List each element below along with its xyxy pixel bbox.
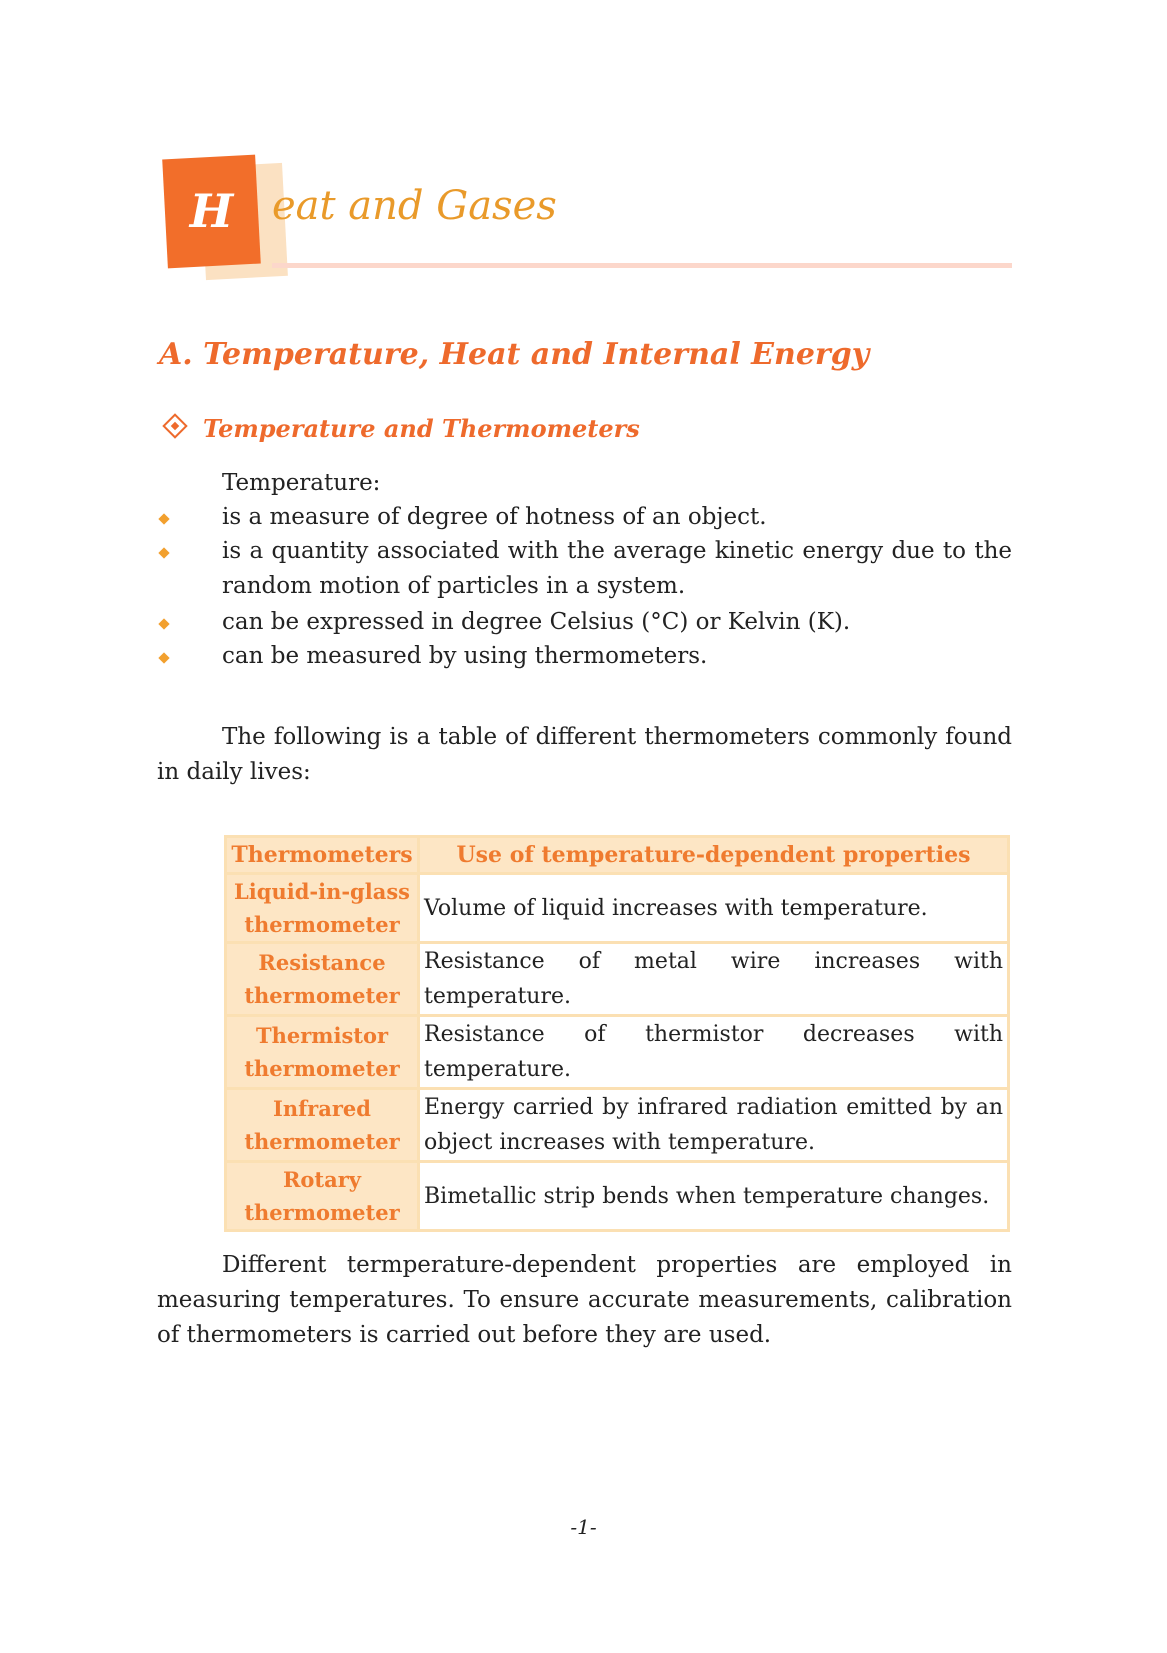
thermometer-name: Thermistor thermometer [226, 1016, 419, 1089]
thermometer-name: Rotary thermometer [226, 1162, 419, 1231]
table-row [226, 1016, 1009, 1089]
thermometer-name: Resistance thermometer [226, 943, 419, 1016]
header-use: Use of temperature-dependent properties [419, 837, 1009, 874]
bullet-icon [158, 652, 169, 663]
page-number: -1- [570, 1515, 597, 1539]
thermometer-use: Bimetallic strip bends when temperature changes. [419, 1162, 1009, 1231]
temperature-point-1: is a measure of degree of hotness of an object. [222, 504, 767, 530]
table-intro-paragraph: The following is a table of different thermometers commonly found in daily lives: [157, 724, 1012, 785]
bullet-icon [158, 513, 169, 524]
table-row [226, 1162, 1009, 1231]
temperature-intro: Temperature: [222, 470, 381, 496]
temperature-point-2: is a quantity associated with the average kinetic energy due to the random motion of particles in a system. [222, 538, 1012, 599]
diamond-icon [162, 413, 187, 438]
chapter-title-rule [272, 263, 1012, 268]
chapter-title: eat and Gases [272, 183, 557, 229]
temperature-point-4: can be measured by using thermometers. [222, 643, 708, 669]
thermometer-use: Resistance of metal wire increases with temperature. [419, 943, 1009, 1016]
table-row [226, 1089, 1009, 1162]
bullet-icon [158, 618, 169, 629]
sub-heading: Temperature and Thermometers [203, 414, 640, 443]
temperature-point-3: can be expressed in degree Celsius (°C) or Kelvin (K). [222, 609, 851, 635]
thermometer-use: Volume of liquid increases with temperature. [419, 874, 1009, 943]
header-thermometers: Thermometers [226, 837, 419, 874]
chapter-initial: H [189, 184, 234, 238]
table-header-row [226, 837, 1009, 874]
thermometer-table [224, 835, 1010, 1232]
table-row [226, 943, 1009, 1016]
thermometer-name: Infrared thermometer [226, 1089, 419, 1162]
thermometer-use: Energy carried by infrared radiation emitted by an object increases with temperature. [419, 1089, 1009, 1162]
thermometer-name: Liquid-in-glass thermometer [226, 874, 419, 943]
bullet-icon [158, 547, 169, 558]
section-heading: A. Temperature, Heat and Internal Energy [159, 337, 870, 372]
table-row [226, 874, 1009, 943]
closing-paragraph: Different termperature-dependent properties are employed in measuring temperatures. To ensure accurate measurements, calibration of thermometers is carried out before they are used. [157, 1252, 1012, 1348]
thermometer-use: Resistance of thermistor decreases with temperature. [419, 1016, 1009, 1089]
